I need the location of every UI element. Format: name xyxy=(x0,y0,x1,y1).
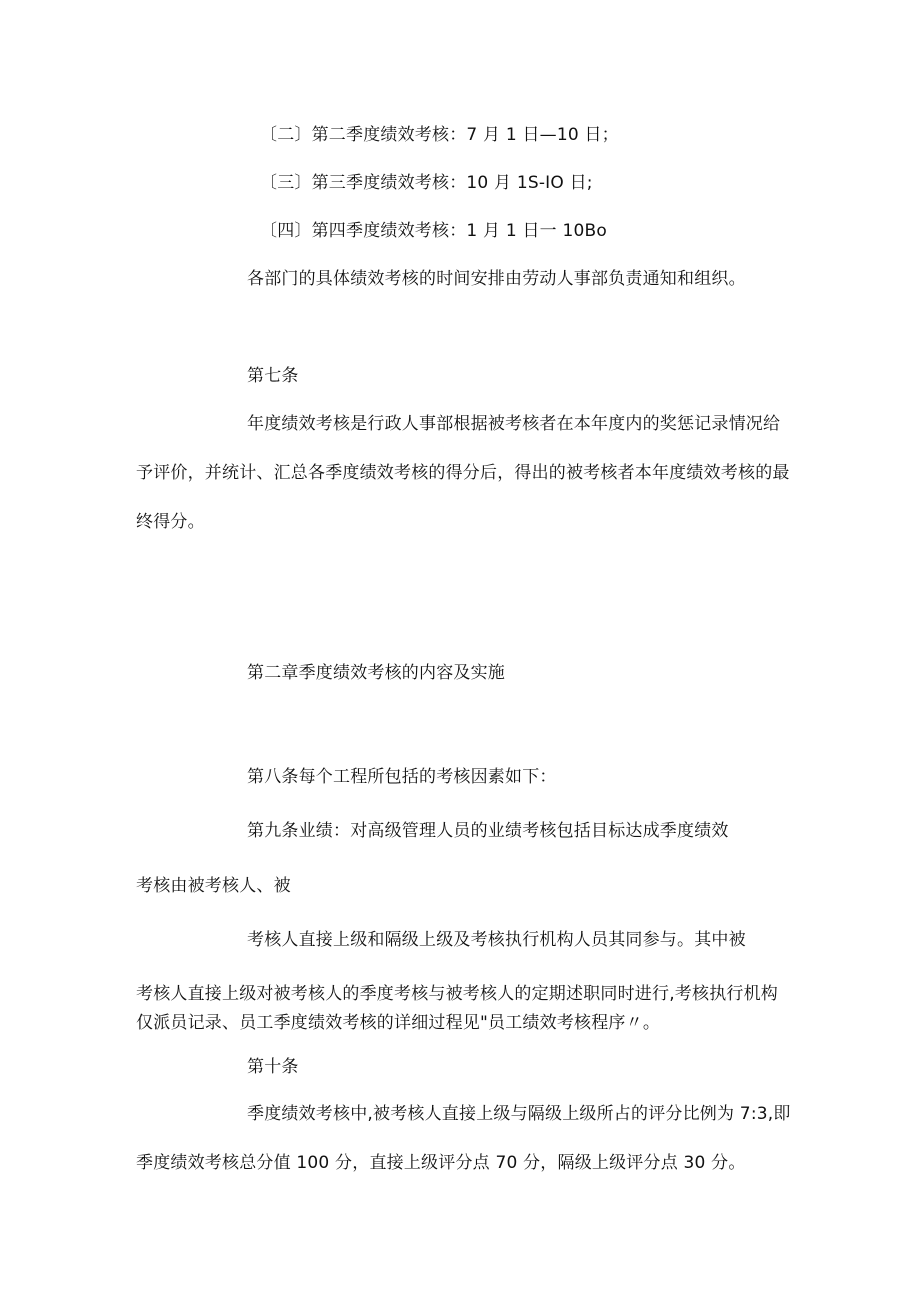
item-q3-schedule: 〔三〕第三季度绩效考核：10 月 1S-IO 日; xyxy=(260,173,593,193)
article-8-text: 第八条每个工程所包括的考核因素如下： xyxy=(247,767,557,787)
article-7-heading: 第七条 xyxy=(247,366,299,386)
item-q4-schedule: 〔四〕第四季度绩效考核：1 月 1 日一 10Bo xyxy=(260,221,607,241)
paragraph-dept-schedule: 各部门的具体绩效考核的时间安排由劳动人事部负责通知和组织。 xyxy=(247,269,746,289)
item-q2-schedule: 〔二〕第二季度绩效考核：7 月 1 日—10 日； xyxy=(260,125,619,145)
article-10-heading: 第十条 xyxy=(247,1057,299,1077)
article-10-text-2: 季度绩效考核总分值 100 分，直接上级评分点 70 分，隔级上级评分点 30 分。 xyxy=(136,1153,746,1173)
article-9-text-1: 第九条业绩：对高级管理人员的业绩考核包括目标达成季度绩效 xyxy=(247,821,729,841)
article-7-text-2: 予评价，并统计、汇总各季度绩效考核的得分后，得出的被考核者本年度绩效考核的最 xyxy=(136,463,790,483)
article-9-text-5: 仅派员记录、员工季度绩效考核的详细过程见"员工绩效考核程序〃。 xyxy=(136,1013,661,1033)
article-9-text-4: 考核人直接上级对被考核人的季度考核与被考核人的定期述职同时进行,考核执行机构 xyxy=(136,984,779,1004)
article-9-text-2: 考核由被考核人、被 xyxy=(136,876,291,896)
article-9-text-3: 考核人直接上级和隔级上级及考核执行机构人员其同参与。其中被 xyxy=(247,930,746,950)
article-7-text-3: 终得分。 xyxy=(136,512,205,532)
chapter-2-title: 第二章季度绩效考核的内容及实施 xyxy=(247,663,505,683)
article-7-text-1: 年度绩效考核是行政人事部根据被考核者在本年度内的奖惩记录情况给 xyxy=(247,414,781,434)
article-10-text-1: 季度绩效考核中,被考核人直接上级与隔级上级所占的评分比例为 7:3,即 xyxy=(247,1104,791,1124)
